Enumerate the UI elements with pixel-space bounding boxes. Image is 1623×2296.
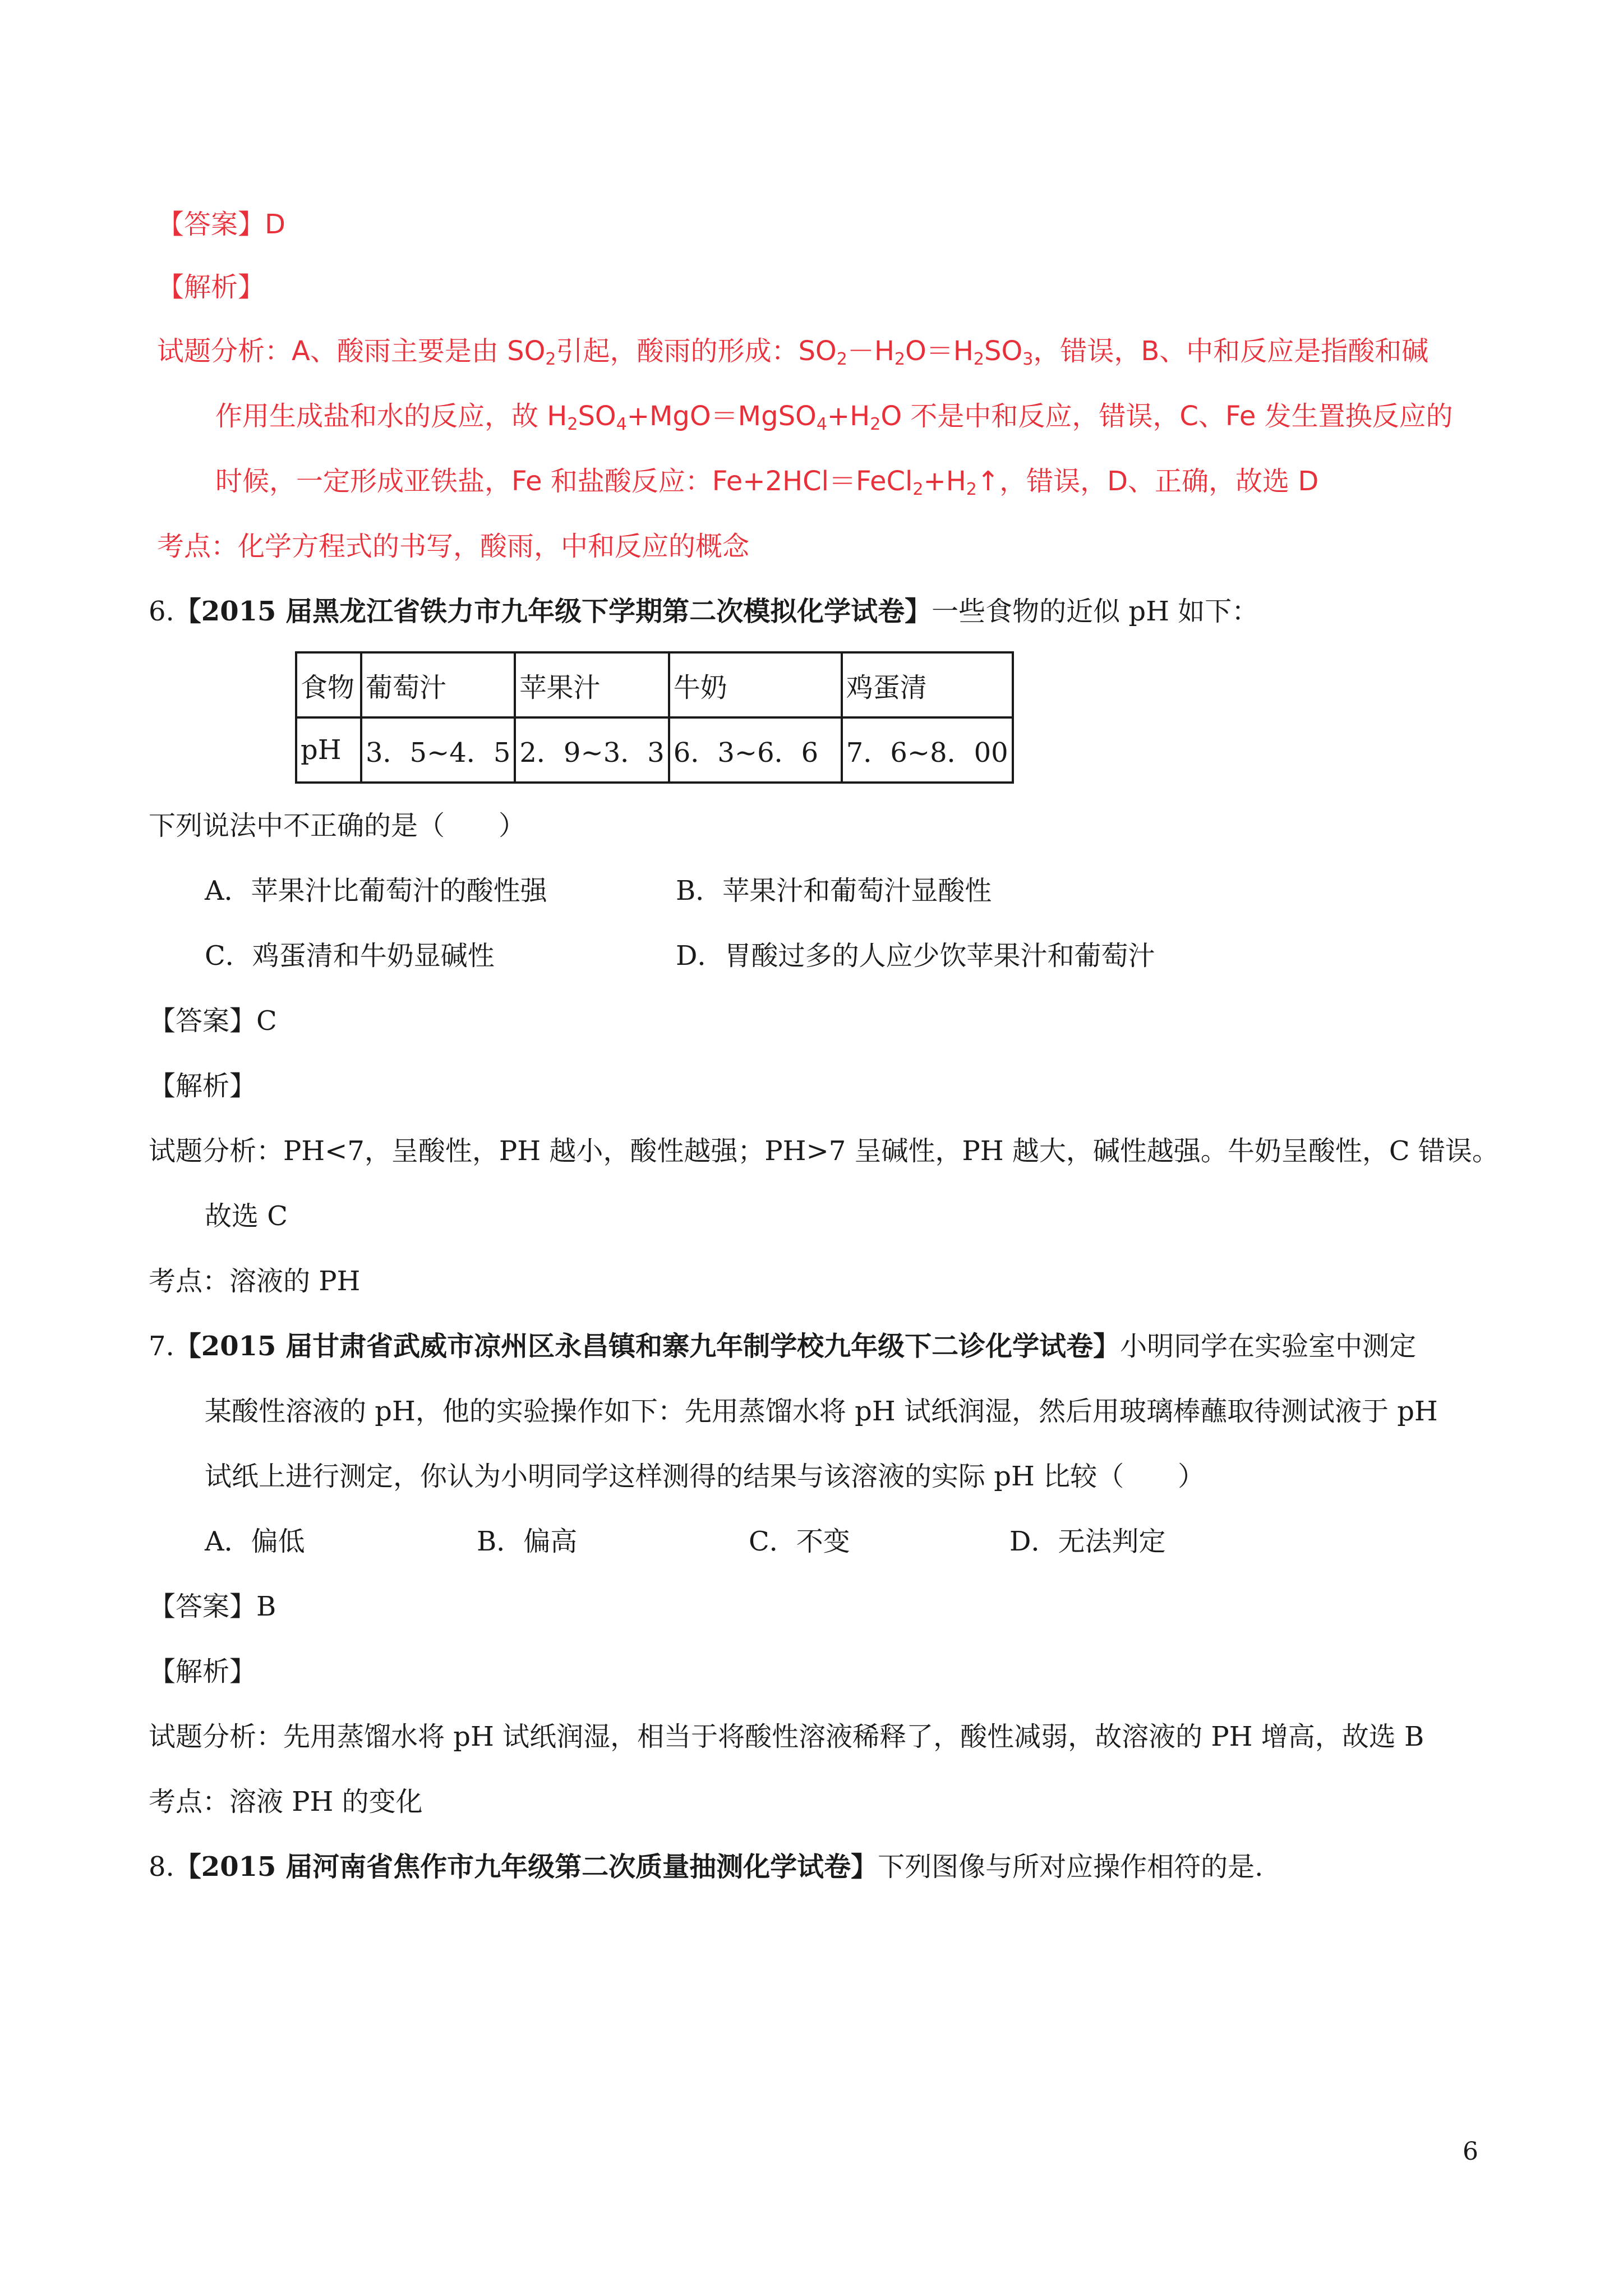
q8-heading: 8.【2015 届河南省焦作市九年级第二次质量抽测化学试卷】下列图像与所对应操作相符的是. bbox=[149, 1851, 1264, 1883]
q5-analysis-line-3: 时候，一定形成亚铁盐，Fe 和盐酸反应：$Fe+2HCl=FeCl_2+H_2↑$，错误，D、正确，故选 D bbox=[215, 466, 1319, 499]
table-header-cell: 食物 bbox=[296, 652, 361, 717]
q7-option-d: D．无法判定 bbox=[1009, 1526, 1166, 1557]
q6-source: 【2015 届黑龙江省铁力市九年级下学期第二次模拟化学试卷】 bbox=[174, 596, 932, 627]
q7-option-b: B．偏高 bbox=[477, 1526, 578, 1557]
q5-analysis-line-1: 试题分析：A、酸雨主要是由 $SO_2$引起，酸雨的形成：$SO_2-H_2O=H_2SO_3$，错误，B、中和反应是指酸和碱 bbox=[157, 335, 1429, 369]
q7-answer: 【答案】B bbox=[149, 1591, 276, 1622]
q7-stem-line-2: 某酸性溶液的 pH，他的实验操作如下：先用蒸馏水将 pH 试纸润湿，然后用玻璃棒蘸取待测试液于 pH bbox=[205, 1396, 1438, 1427]
q5-analysis-heading: 【解析】 bbox=[157, 272, 265, 303]
q7-option-c: C．不变 bbox=[749, 1526, 850, 1557]
q7-heading: 7.【2015 届甘肃省武威市凉州区永昌镇和寨九年制学校九年级下二诊化学试卷】小明同学在实验室中测定 bbox=[149, 1331, 1417, 1362]
q6-question: 下列说法中不正确的是（ ） bbox=[149, 810, 526, 841]
q6-analysis-heading: 【解析】 bbox=[149, 1070, 257, 1102]
q7-analysis-line-1: 试题分析：先用蒸馏水将 pH 试纸润湿，相当于将酸性溶液稀释了，酸性减弱，故溶液的 PH 增高，故选 B bbox=[149, 1721, 1424, 1752]
q6-option-b: B．苹果汁和葡萄汁显酸性 bbox=[676, 875, 992, 907]
q5-answer: 【答案】D bbox=[157, 209, 285, 240]
q6-answer: 【答案】C bbox=[149, 1005, 277, 1037]
q6-option-d: D．胃酸过多的人应少饮苹果汁和葡萄汁 bbox=[676, 940, 1155, 972]
q5-kaodian: 考点：化学方程式的书写，酸雨，中和反应的概念 bbox=[157, 531, 750, 562]
table-cell: pH bbox=[296, 717, 361, 783]
table-header-cell: 葡萄汁 bbox=[361, 652, 515, 717]
table-header-cell: 牛奶 bbox=[669, 652, 842, 717]
table-header-cell: 苹果汁 bbox=[515, 652, 668, 717]
q5-analysis-line-2: 作用生成盐和水的反应，故 $H_2SO_4+MgO=MgSO_4+H_2O$ 不是中和反应，错误，C、Fe 发生置换反应的 bbox=[215, 401, 1453, 434]
q6-analysis-line-1: 试题分析：PH<7，呈酸性，PH 越小，酸性越强；PH>7 呈碱性，PH 越大，碱性越强。牛奶呈酸性，C 错误。 bbox=[149, 1135, 1499, 1167]
q6-option-c: C．鸡蛋清和牛奶显碱性 bbox=[205, 940, 495, 972]
page-number: 6 bbox=[1463, 2137, 1478, 2166]
q6-option-a: A．苹果汁比葡萄汁的酸性强 bbox=[205, 875, 547, 907]
q7-source: 【2015 届甘肃省武威市凉州区永昌镇和寨九年制学校九年级下二诊化学试卷】 bbox=[174, 1331, 1121, 1362]
table-cell: 7．6~8．00 bbox=[842, 717, 1013, 783]
ph-table bbox=[295, 651, 1014, 784]
q6-kaodian: 考点：溶液的 PH bbox=[149, 1266, 361, 1297]
q7-kaodian: 考点：溶液 PH 的变化 bbox=[149, 1786, 423, 1818]
q8-source: 【2015 届河南省焦作市九年级第二次质量抽测化学试卷】 bbox=[174, 1851, 878, 1883]
q6-analysis-line-2: 故选 C bbox=[205, 1200, 288, 1232]
table-row bbox=[296, 717, 1013, 783]
table-header-cell: 鸡蛋清 bbox=[842, 652, 1013, 717]
q7-analysis-heading: 【解析】 bbox=[149, 1656, 257, 1687]
table-cell: 2．9~3．3 bbox=[515, 717, 668, 783]
q7-stem-line-3: 试纸上进行测定，你认为小明同学这样测得的结果与该溶液的实际 pH 比较（ ） bbox=[205, 1461, 1205, 1492]
q7-option-a: A．偏低 bbox=[205, 1526, 305, 1557]
table-row bbox=[296, 652, 1013, 717]
q6-heading: 6.【2015 届黑龙江省铁力市九年级下学期第二次模拟化学试卷】一些食物的近似 pH 如下： bbox=[149, 596, 1259, 627]
table-cell: 3．5~4．5 bbox=[361, 717, 515, 783]
table-cell: 6．3~6．6 bbox=[669, 717, 842, 783]
